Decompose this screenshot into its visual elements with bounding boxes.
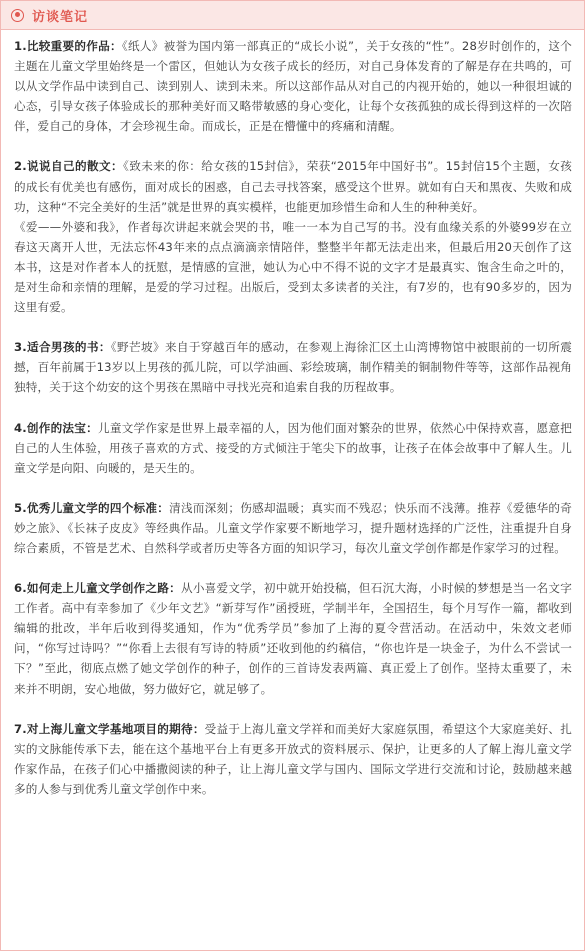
note-section-5 [14, 498, 572, 558]
section-extra: 《爱——外婆和我》，作者每次讲起来就会哭的书，唯一一本为自己写的书。没有血缘关系的外婆99岁在立春这天离开人世，无法忘怀43年来的点点滴滴亲情陪伴，整整半年都无法走出来，但最后用20天创作了这本书，这是对作者本人的抚慰，是情感的宣泄，她认为心中不得不说的文字才是最真实、饱含生命之叶的，是对生命和亲情的理解，是爱的学习过程。出版后，受到太多读者的关注，有7岁的，也有90多岁的，因为这里有爱。 [14, 219, 572, 315]
section-body: 《纸人》被誉为国内第一部真正的“成长小说”，关于女孩的“性”。28岁时创作的，这个主题在儿童文学里始终是一个雷区，但她认为女孩子成长的经历，对自己身体发育的了解是存在共鸣的，可以从文学作品中读到自己、读到别人、读到未来。所以这部作品从对自己的内视开始的，她以一种很坦诚的心态，引导女孩子体验成长的那种美好而又略带敏感的身心变化，让每个女孩孤独的成长得到这样的一次陪伴，爱自己的身体，才会珍视生命。而成长，正是在懵懂中的疼痛和清醒。 [14, 39, 572, 134]
section-body: 清浅而深刻；伤感却温暖；真实而不残忍；快乐而不浅薄。推荐《爱德华的奇妙之旅》、《长袜子皮皮》等经典作品。儿童文学作家要不断地学习，提升题材选择的广泛性，注重提升自身综合素质，不管是艺术、自然科学或者历史等各方面的知识学习，每次儿童文学创作都是作家学习的过程。 [14, 500, 573, 555]
section-title: 1.比较重要的作品： [14, 39, 122, 53]
note-section-4 [14, 418, 572, 478]
note-section-3 [14, 337, 572, 397]
section-title: 6.如何走上儿童文学创作之路： [14, 581, 181, 596]
section-body: 《致未来的你：给女孩的15封信》，荣获“2015年中国好书”。15封信15个主题，女孩的成长有优美也有感伤，面对成长的困惑，自己去寻找答案，感受这个世界。就如有白天和黑夜、失败和成功，这种“不完全美好的生活”就是世界的真实模样，也能更加珍惜生命和人生的种种美好。 [14, 159, 572, 214]
section-title: 3.适合男孩的书： [14, 340, 111, 355]
circle-dot-icon [11, 9, 24, 22]
section-body: 儿童文学作家是世界上最幸福的人，因为他们面对繁杂的世界，依然心中保持欢喜，愿意把自己的人生体验，用孩子喜欢的方式、接受的方式倾注于笔尖下的故事，让孩子在体会故事中了解人生。儿童文学是向阳、向暖的，是天生的。 [14, 420, 572, 475]
section-title: 7.对上海儿童文学基地项目的期待： [14, 721, 205, 736]
note-section-6 [14, 578, 572, 699]
note-section-7 [14, 719, 572, 799]
card-header [1, 1, 584, 30]
card-title: 访谈笔记 [32, 9, 89, 25]
notes-content [1, 30, 584, 799]
section-body: 受益于上海儿童文学祥和而美好大家庭氛围，希望这个大家庭美好、扎实的文脉能传承下去，能在这个基地平台上有更多开放式的资料展示、保护，让更多的人了解上海儿童文学作家作品，在孩子们心中播撒阅读的种子，让上海儿童文学与国内、国际文学进行交流和讨论，鼓励越来越多的人参与到优秀儿童文学创作中来。 [14, 721, 572, 796]
note-section-1 [14, 36, 572, 136]
section-body: 《野芒坡》来自于穿越百年的感动，在参观上海徐汇区土山湾博物馆中被眼前的一切所震撼，百年前属于13岁以上男孩的孤儿院，可以学油画、彩绘玻璃，制作精美的铜制物件等等，这部作品视角独特，关于这个幼安的这个男孩在黑暗中寻找光亮和追索自我的历程故事。 [14, 340, 572, 395]
section-body: 从小喜爱文学，初中就开始投稿，但石沉大海，小时候的梦想是当一名文字工作者。高中有幸参加了《少年文艺》“新芽写作”函授班，学制半年，全国招生，每个月写作一篇，都收到编辑的批改，半年后收到得奖通知，作为“优秀学员”参加了上海的夏令营活动。在活动中，朱效文老师问，“你写过诗吗？”“你看上去很有写诗的特质”还收到他的约稿信，“你也许是一块金子，为什么不尝试一下？”至此，彻底点燃了她文学创作的种子，创作的三首诗发表两篇、真正爱上了创作。坚持太重要了，未来并不明朗，安心地做，努力做好它，就足够了。 [14, 581, 572, 696]
section-title: 2.说说自己的散文： [14, 159, 124, 174]
section-title: 5.优秀儿童文学的四个标准： [14, 500, 170, 515]
section-title: 4.创作的法宝： [14, 420, 98, 435]
note-section-2 [14, 156, 572, 317]
